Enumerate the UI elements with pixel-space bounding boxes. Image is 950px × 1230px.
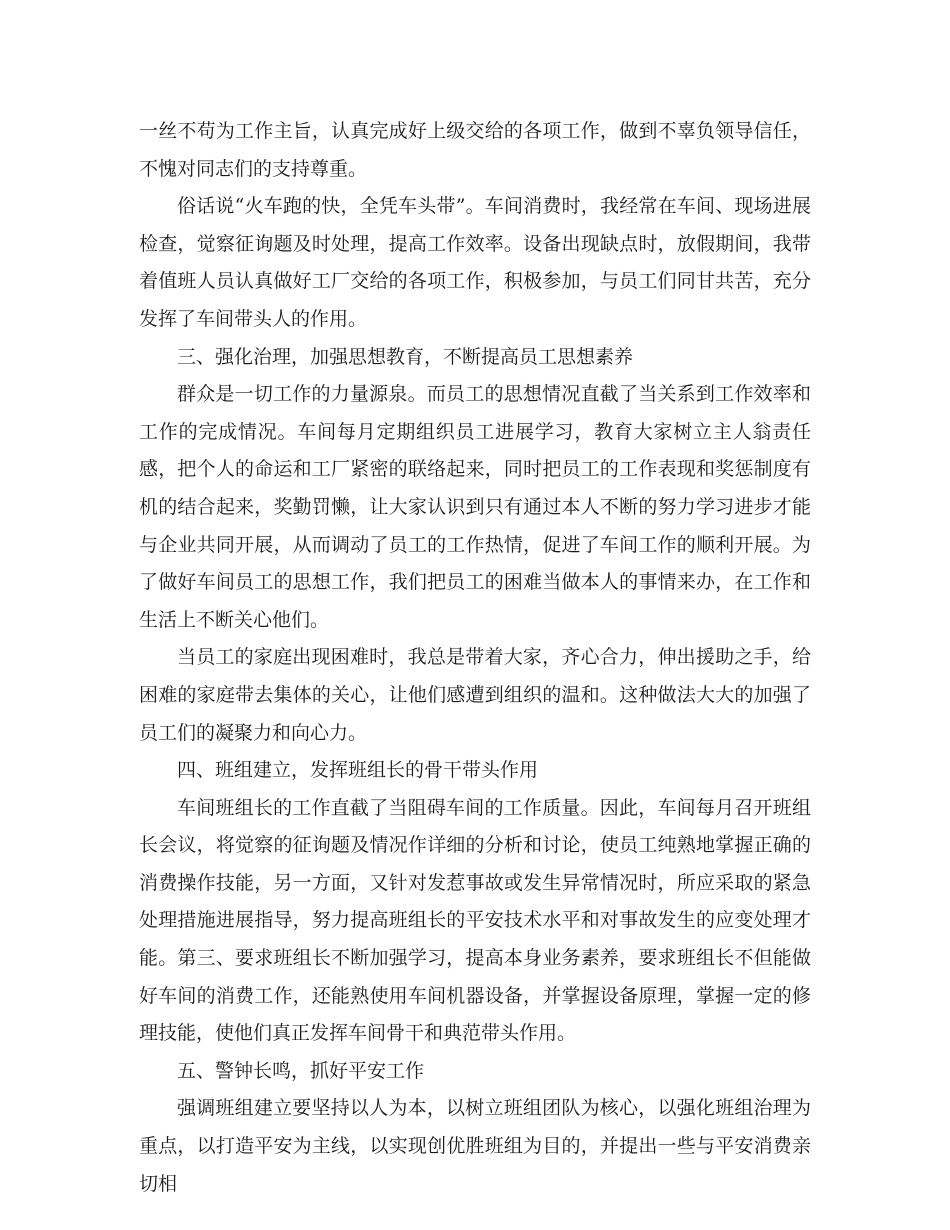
paragraph-safety: 强调班组建立要坚持以人为本，以树立班组团队为核心，以强化班组治理为重点，以打造平安为主线，以实现创优胜班组为目的，并提出一些与平安消费亲切相 [139, 1097, 811, 1195]
paragraph-continuation: 一丝不苟为工作主旨，认真完成好上级交给的各项工作，做到不辜负领导信任，不愧对同志们的支持尊重。 [139, 120, 811, 180]
paragraph-family-care: 当员工的家庭出现困难时，我总是带着大家，齐心合力，伸出援助之手，给困难的家庭带去集体的关心，让他们感遭到组织的温和。这种做法大大的加强了员工们的凝聚力和向心力。 [139, 646, 811, 744]
paragraph-team-leaders: 车间班组长的工作直截了当阻碍车间的工作质量。因此，车间每月召开班组长会议，将觉察的征询题及情况作详细的分析和讨论，使员工纯熟地掌握正确的消费操作技能，另一方面，又针对发惹事故或发生异常情况时，所应采取的紧急处理措施进展指导，努力提高班组长的平安技术水平和对事故发生的应变处理才能。第三、要求班组长不断加强学习，提高本身业务素养，要求班组长不但能做好车间的消费工作，还能熟使用车间机器设备，并掌握设备原理，掌握一定的修理技能，使他们真正发挥车间骨干和典范带头作用。 [139, 796, 811, 1045]
document-body [139, 113, 811, 1203]
section-heading-4: 四、班组建立，发挥班组长的骨干带头作用 [177, 759, 539, 782]
section-heading-5: 五、警钟长鸣，抓好平安工作 [177, 1059, 425, 1082]
paragraph-leadership: 俗话说“火车跑的快，全凭车头带”。车间消费时，我经常在车间、现场进展检查，觉察征询题及时处理，提高工作效率。设备出现缺点时，放假期间，我带着值班人员认真做好工厂交给的各项工作，积极参加，与员工们同甘共苦，充分发挥了车间带头人的作用。 [139, 195, 811, 330]
section-heading-3: 三、强化治理，加强思想教育，不断提高员工思想素养 [177, 345, 634, 368]
paragraph-thought-education: 群众是一切工作的力量源泉。而员工的思想情况直截了当关系到工作效率和工作的完成情况。车间每月定期组织员工进展学习，教育大家树立主人翁责任感，把个人的命运和工厂紧密的联络起来，同时把员工的工作表现和奖惩制度有机的结合起来，奖勤罚懒，让大家认识到只有通过本人不断的努力学习进步才能与企业共同开展，从而调动了员工的工作热情，促进了车间工作的顺利开展。为了做好车间员工的思想工作，我们把员工的困难当做本人的事情来办，在工作和生活上不断关心他们。 [139, 383, 811, 631]
